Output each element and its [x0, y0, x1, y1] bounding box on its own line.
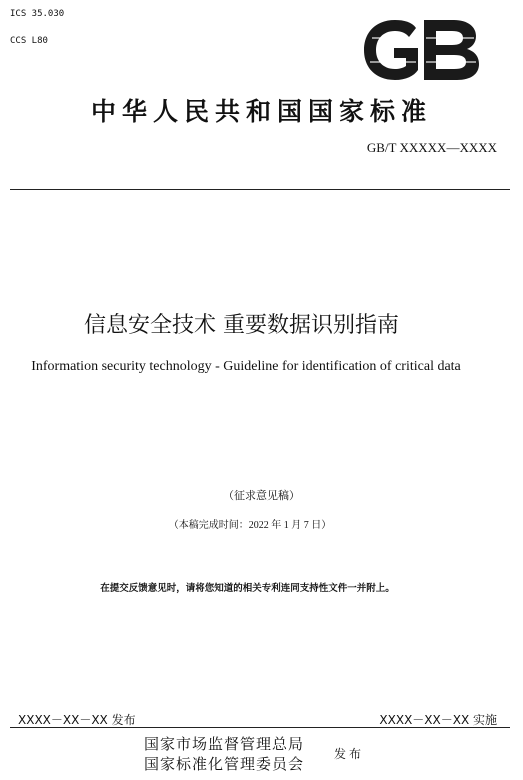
ccs-code: CCS L80	[10, 36, 48, 46]
implementation-date: XXXX－XX－XX 实施	[379, 713, 497, 727]
patent-notice: 在提交反馈意见时，请将您知道的相关专利连同支持性文件一并附上。	[100, 583, 395, 594]
document-title-english: Information security technology - Guideline for identification of critical data	[31, 359, 461, 374]
issuing-authorities	[144, 735, 324, 775]
issue-date: XXXX－XX－XX 发布	[18, 713, 136, 727]
issuer-samr: 国家市场监督管理总局	[144, 737, 305, 753]
draft-completion-date: （本稿完成时间：2022 年 1 月 7 日）	[168, 520, 332, 531]
standard-number: GB/T XXXXX—XXXX	[366, 140, 497, 155]
footer-divider	[10, 727, 510, 728]
issuer-sac: 国家标准化管理委员会	[144, 757, 305, 773]
issue-word: 发布	[334, 747, 365, 761]
document-title-chinese: 信息安全技术 重要数据识别指南	[84, 313, 399, 338]
standard-type-title: 中华人民共和国国家标准	[90, 99, 432, 126]
ics-code: ICS 35.030	[10, 9, 65, 19]
header-divider	[10, 189, 510, 190]
gb-logo	[360, 18, 482, 82]
draft-label: （征求意见稿）	[223, 490, 300, 502]
